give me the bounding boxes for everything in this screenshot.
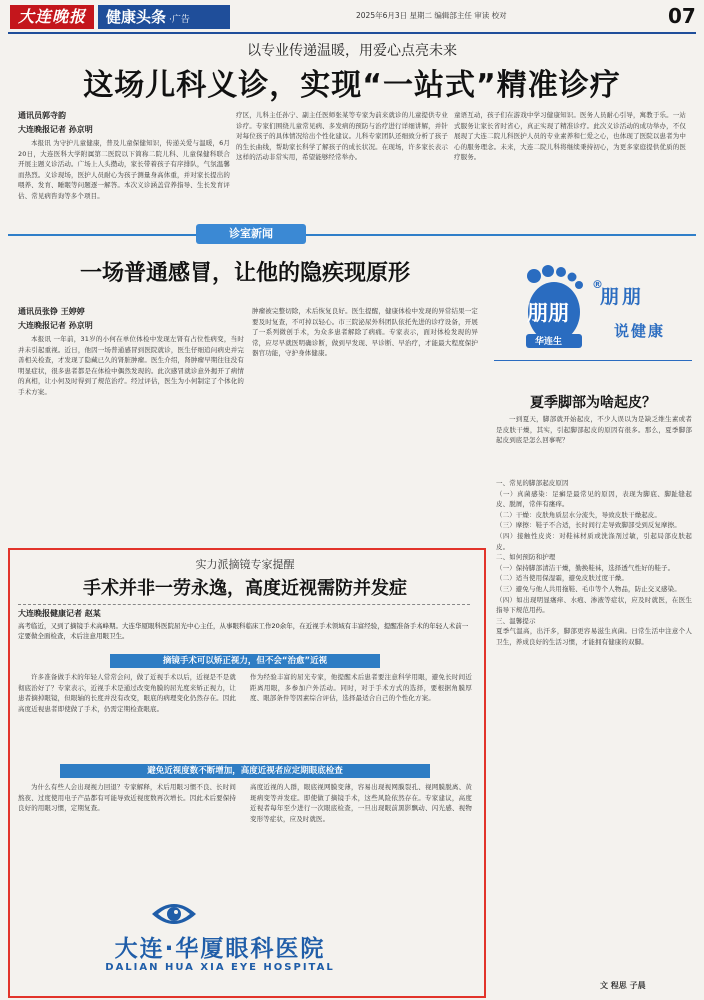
article3-headline: 手术并非一劳永逸，高度近视需防并发症	[83, 578, 407, 599]
article2-byline-reporter: 大连晚报记者 孙京明	[18, 321, 93, 330]
column-divider	[494, 360, 692, 361]
article3-column-2: 作为经验丰富的屈光专家，他提醒术后患者要注意科学用眼，避免长时间近距离用眼，多参加户外活动。同时，对于手术方式的选择，要根据角膜厚度、眼部条件等因素综合评估，选择最适合自己的个性化方案。	[250, 673, 472, 703]
newspaper-logo: 大连晚报	[10, 5, 94, 29]
article3-lead	[18, 604, 470, 649]
banner-line	[8, 234, 696, 236]
article4-intro: 一到夏天，脚部就开始起皮，不少人误以为是缺乏维生素或者是皮肤干燥，其实，引起脚部起皮的原因有很多。那么，夏季脚部起皮到底是怎么回事呢？	[496, 415, 692, 445]
banner-label: 诊室新闻	[196, 224, 306, 244]
article4-headline: 夏季脚部为啥起皮？	[530, 395, 656, 411]
section-name: 健康头条	[106, 8, 167, 26]
article1-byline: 通讯员郭寺韵	[18, 111, 66, 120]
article1-column-2: 疗区，儿科主任孙宁、副主任医师张某等专家为前来就诊的儿童提供专业诊疗。专家们围绕儿童常见病、多发病的预防与治疗进行详细讲解，并针对每位孩子的具体情况给出个性化建议。儿科专家团队还细致分析了孩子的生长曲线，帮助家长科学了解孩子的成长状况。在现场，许多家长表示这样的活动非常实用，希望能够经常举办。	[236, 111, 448, 162]
article1-byline-reporter: 大连晚报记者 孙京明	[18, 125, 93, 134]
article3-column-1: 许多准备做手术的年轻人常常会问，做了近视手术以后，近视是不是就彻底治好了？专家表示，近视手术是通过改变角膜的屈光度来矫正视力，让患者摘掉眼镜，但眼轴的长度并没有改变，眼底的病理变化仍然存在。因此高度近视患者即使做了手术，仍需定期检查眼底。	[18, 673, 236, 713]
news-banner	[8, 224, 696, 246]
column-title: 朋朋	[600, 286, 645, 308]
page-header	[0, 0, 704, 34]
article3-strip-2: 避免近视度数不断增加，高度近视者应定期眼底检查	[60, 764, 430, 778]
article3-column-4: 高度近视的人群，眼底视网膜变薄，容易出现视网膜裂孔、视网膜脱离、黄斑病变等并发症。即使做了摘镜手术，这些风险依然存在。专家建议，高度近视者每年至少进行一次眼底检查，一旦出现眼前黑影飘动、闪光感、视物变形等症状，应及时就医。	[250, 783, 472, 823]
page-number: 07	[668, 4, 696, 28]
article3-subtitle: 实力派摘镜专家提醒	[195, 558, 295, 571]
article1-subtitle: 以专业传递温暖，用爱心点亮未来	[247, 43, 457, 59]
article1-column-1: 本报讯 为守护儿童健康，普及儿童保健知识，传递关爱与温暖，6月20日，大连医科大学附属第二医院以下简称二院儿科、儿童保健科联合开展主题义诊活动。广场上人头攒动，家长带着孩子有序排队，气氛温馨而热烈。义诊现场，医护人员耐心为孩子测量身高体重，并对家长提出的喂养、发育、睡眠等问题逐一解答。本次义诊涵盖营养指导、生长发育评估、常见病咨询等多个项目。	[18, 139, 230, 200]
header-divider	[8, 32, 696, 34]
column-mascot-glyph: 朋朋	[527, 301, 569, 325]
hospital-name-en: DALIAN HUA XIA EYE HOSPITAL	[105, 962, 335, 973]
hospital-name: 大连·华厦眼科医院	[114, 936, 326, 962]
article3-strip-1: 摘镜手术可以矫正视力，但不会“治愈”近视	[110, 654, 380, 668]
column-subtitle: 说健康	[614, 322, 666, 340]
section-tag: ·广告	[169, 15, 190, 25]
issue-meta: 2025年6月3日 星期二 编辑部主任 审读 校对	[356, 11, 507, 20]
article3-column-3: 为什么有些人会出现视力回退？专家解释，术后用眼习惯不良、长时间熬夜、过度使用电子产品都有可能导致近视度数再次增长。因此术后要保持良好的用眼习惯，定期复查。	[18, 783, 236, 813]
article2-column-2: 肿瘤被完整切除，术后恢复良好。医生提醒，健康体检中发现的异常结果一定要及时复查，不可掉以轻心。市三院泌尿外科团队依托先进的诊疗设备，开展了一系列微创手术，为众多患者解除了病痛。专家表示，面对体检发现的异常，应尽早就医明确诊断，做到早发现、早诊断、早治疗，才能最大程度保护器官功能，守护身体健康。	[252, 307, 478, 358]
article3-lead-text: 高考临近，又到了摘镜手术高峰期。大连华厦眼科医院屈光中心主任，从事眼科临床工作20余年，在近视手术领域有丰富经验，提醒准备手术的年轻人术前一定要做全面检查，术后注意用眼卫生。	[18, 622, 469, 640]
column-brand: 华连生	[535, 337, 563, 347]
article4-body: 一、常见的脚部起皮原因 （一）真菌感染：足癣是最常见的原因，表现为脚底、脚趾缝起皮、脱屑，常伴有瘙痒。 （二）干燥：皮肤角质层水分流失，导致皮肤干燥起皮。 （三）摩擦：鞋子不合适，长时间行走导致脚部受到反复摩擦。 （四）接触性皮炎：对鞋袜材质或洗涤剂过敏，引起局部皮肤起皮。 二、如何预防和护理 （一）保持脚部清洁干燥，勤换鞋袜，选择透气性好的鞋子。 （二）适当使用保湿霜，避免皮肤过度干燥。 （三）避免与他人共用拖鞋、毛巾等个人物品，防止交叉感染。 （四）如出现明显瘙痒、水疱、渗液等症状，应及时就医，在医生指导下规范用药。 三、温馨提示 夏季气温高，出汗多，脚部更容易滋生真菌。日常生活中注意个人卫生，养成良好的生活习惯，才能拥有健康的双脚。	[496, 479, 692, 646]
article4-author: 文 程思 子晨	[600, 981, 646, 990]
registered-mark: ®	[592, 278, 603, 291]
article2-column-1: 本报讯 一年前，31岁的小何在单位体检中发现左肾有占位性病变，当时并未引起重视。近日，他因一场普通感冒到医院就诊，医生仔细追问病史并完善相关检查，才发现了隐藏已久的肾脏肿瘤。医生介绍，肾肿瘤早期往往没有明显症状，很多患者都是在体检中偶然发现的。此次感冒就诊意外揭开了病情的真相，让小何及时得到了规范治疗。经过评估，医生为小何制定了个体化的手术方案。	[18, 335, 244, 396]
section-title	[98, 5, 230, 29]
article3-byline: 大连晚报健康记者 赵某	[18, 609, 101, 618]
eye-logo-icon	[150, 896, 198, 932]
article1-headline: 这场儿科义诊，实现“一站式”精准诊疗	[83, 68, 621, 103]
article2-headline: 一场普通感冒，让他的隐疾现原形	[79, 261, 410, 286]
article2-byline: 通讯员张铮 王婷婷	[18, 307, 85, 316]
article1-column-3: 童语互动，孩子们在游戏中学习健康知识。医务人员耐心引导，寓教于乐。一站式服务让家长省时省心，真正实现了精准诊疗。此次义诊活动的成功举办，不仅展现了大连二院儿科医护人员的专业素养和仁爱之心，也体现了医院以患者为中心的服务理念。未来，大连二院儿科将继续秉持初心，为更多家庭提供优质的医疗服务。	[454, 111, 686, 162]
